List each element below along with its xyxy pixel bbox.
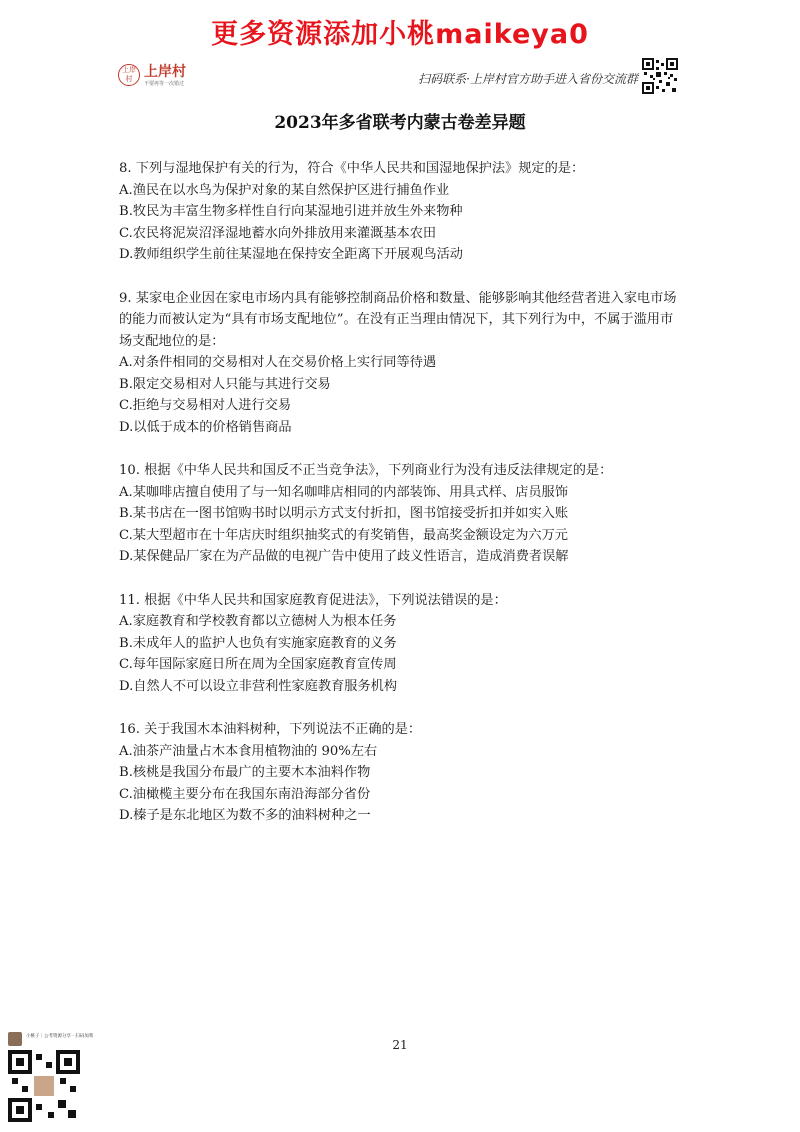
page-number: 21 (392, 1038, 408, 1052)
option-b: B.限定交易相对人只能与其进行交易 (119, 376, 331, 392)
option-a: A.渔民在以水鸟为保护对象的某自然保护区进行捕鱼作业 (119, 182, 450, 198)
option-d: D.某保健品厂家在为产品做的电视广告中使用了歧义性语言，造成消费者误解 (119, 549, 569, 564)
corner-qr-card (8, 1032, 98, 1127)
option-d: D.自然人不可以设立非营利性家庭教育服务机构 (119, 678, 398, 694)
question-stem: 11. 根据《中华人民共和国家庭教育促进法》，下列说法错误的是： (119, 592, 507, 608)
option-a: A.对条件相同的交易相对人在交易价格上实行同等待遇 (119, 355, 437, 370)
page-header (118, 58, 678, 104)
option-b: B.某书店在一图书馆购书时以明示方式支付折扣，图书馆接受折扣并如实入账 (119, 506, 569, 521)
option-c: C.某大型超市在十年店庆时组织抽奖式的有奖销售，最高奖金额设定为六万元 (119, 527, 568, 543)
option-b: B.核桃是我国分布最广的主要木本油料作物 (119, 765, 371, 780)
option-d: D.榛子是东北地区为数不多的油料树种之一 (119, 808, 371, 823)
option-a: A.油茶产油量占木本食用植物油的 90%左右 (119, 743, 378, 759)
question-9 (119, 288, 679, 439)
header-contact-text: 扫码联系·上岸村官方助手进入省份交流群 (418, 72, 638, 86)
question-stem: 16. 关于我国木本油料树种，下列说法不正确的是： (119, 722, 422, 737)
question-8 (119, 158, 679, 266)
option-a: A.家庭教育和学校教育都以立德树人为根本任务 (119, 614, 397, 629)
logo-seal-icon: 上岸村 (118, 64, 140, 86)
question-list (119, 158, 679, 849)
question-stem: 10. 根据《中华人民共和国反不正当竞争法》，下列商业行为没有违反法律规定的是： (119, 463, 613, 478)
question-stem: 9. 某家电企业因在家电市场内具有能够控制商品价格和数量、能够影响其他经营者进入家电市场的能力而被认定为“具有市场支配地位”。在没有正当理由情况下，其下列行为中，不属于滥用市场支配地位的是： (119, 290, 677, 349)
question-16 (119, 719, 679, 827)
option-b: B.牧民为丰富生物多样性自行向某湿地引进并放生外来物种 (119, 204, 463, 219)
qr-code-icon (8, 1050, 80, 1122)
logo-name: 上岸村 (144, 64, 186, 80)
option-c: C.每年国际家庭日所在周为全国家庭教育宣传周 (119, 657, 397, 672)
option-c: C.拒绝与交易相对人进行交易 (119, 398, 292, 413)
option-d: D.教师组织学生前往某湿地在保持安全距离下开展观鸟活动 (119, 247, 463, 262)
option-b: B.未成年人的监护人也负有实施家庭教育的义务 (119, 635, 397, 651)
question-stem: 8. 下列与湿地保护有关的行为，符合《中华人民共和国湿地保护法》规定的是： (119, 161, 585, 176)
option-d: D.以低于成本的价格销售商品 (119, 419, 292, 435)
brand-logo (118, 64, 186, 87)
corner-caption: 小桃子｜公考资源分享 · 扫码加我 (26, 1034, 94, 1039)
document-title: 2023年多省联考内蒙古卷差异题 (274, 113, 526, 133)
qr-code-icon (642, 58, 678, 94)
question-10 (119, 460, 679, 568)
option-a: A.某咖啡店擅自使用了与一知名咖啡店相同的内部装饰、用具式样、店员服饰 (119, 484, 568, 500)
option-c: C.农民将泥炭沼泽湿地蓄水向外排放用来灌溉基本农田 (119, 225, 437, 241)
logo-slogan: 不要再等一次错过 (144, 81, 185, 87)
watermark-banner: 更多资源添加小桃maikeya0 (211, 19, 589, 50)
avatar (8, 1032, 22, 1046)
question-11 (119, 590, 679, 698)
option-c: C.油橄榄主要分布在我国东南沿海部分省份 (119, 786, 371, 802)
